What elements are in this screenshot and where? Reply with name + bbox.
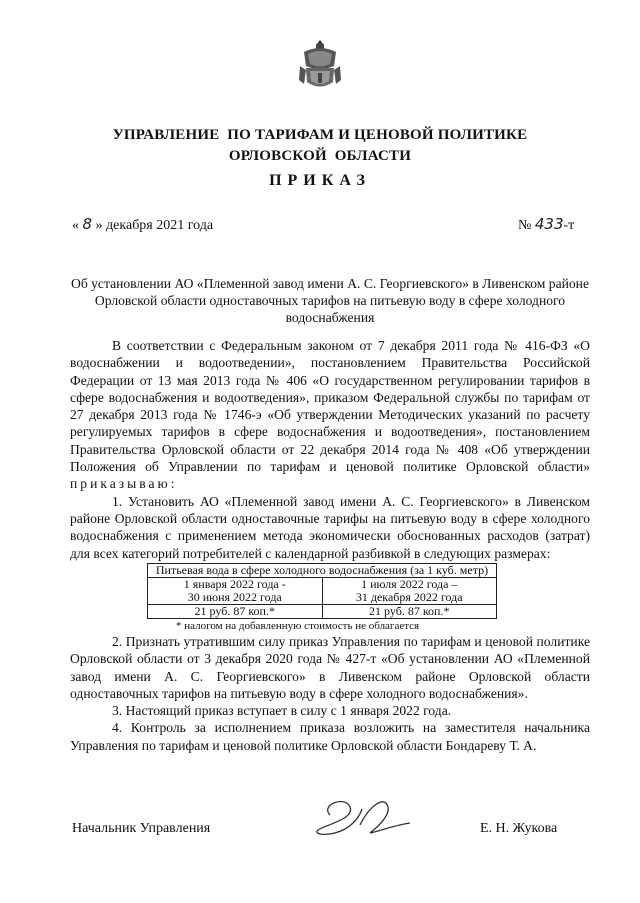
organization-name — [0, 125, 640, 167]
item-3: 3. Настоящий приказ вступает в силу с 1 января 2022 года. — [112, 703, 452, 719]
signatory-title: Начальник Управления — [72, 821, 211, 836]
preamble-paragraph — [70, 337, 590, 493]
number-suffix: -т — [563, 218, 575, 233]
item-2: 2. Признать утратившим силу приказ Управления по тарифам и ценовой политике Орловской области от 3 декабря 2020 года № 427-т «Об установлении АО «Племенной завод имени А. С. Георгиевского» в Ливенском районе Орловской области одноставочных тарифов на питьевую воду в сфере холодного водоснабжения». — [70, 634, 590, 701]
tariff-table — [147, 563, 497, 619]
document-number — [518, 215, 574, 234]
signatory-name: Е. Н. Жукова — [480, 821, 558, 836]
table-header: Питьевая вода в сфере холодного водоснабжения (за 1 куб. метр) — [148, 564, 497, 578]
date-day-handwritten: 8 — [82, 215, 93, 233]
table-price-2: 21 руб. 87 коп.* — [322, 605, 497, 619]
item-1: 1. Установить АО «Племенной завод имени А. С. Георгиевского» в Ливенском районе Орловской области одноставочные тарифы на питьевую воду в сфере холодного водоснабжения с применением метода экономически обоснованных расходов (затрат) для всех категорий потребителей с календарной разбивкой в следующих размерах: — [70, 493, 590, 561]
tariff-footnote: * налогом на добавленную стоимость не облагается — [176, 620, 420, 632]
table-period-1: 1 января 2022 года - 30 июня 2022 года — [148, 578, 323, 605]
org-line-2: ОРЛОВСКОЙ ОБЛАСТИ — [228, 148, 412, 164]
date-rest: » декабря 2021 года — [95, 218, 214, 233]
number-prefix: № — [518, 218, 532, 233]
prikazyvayu-word: приказываю: — [70, 476, 178, 492]
items-block — [70, 633, 590, 754]
item-4: 4. Контроль за исполнением приказа возложить на заместителя начальника Управления по тарифам и ценовой политике Орловской области Бондареву Т. А. — [70, 720, 590, 753]
preamble-block — [70, 337, 590, 562]
handwritten-signature-icon — [300, 785, 420, 845]
date-open-quote: « — [72, 218, 79, 233]
document-subject: Об установлении АО «Племенной завод имени А. С. Георгиевского» в Ливенском районе Орловской области одноставочных тарифов на питьевую воду в сфере холодного водоснабжения — [71, 276, 589, 325]
table-price-1: 21 руб. 87 коп.* — [148, 605, 323, 619]
table-period-2: 1 июля 2022 года – 31 декабря 2022 года — [322, 578, 497, 605]
document-date — [72, 215, 213, 234]
preamble-text: В соответствии с Федеральным законом от 7 декабря 2011 года № 416-ФЗ «О водоснабжении и водоотведении», постановлением Правительства Российской Федерации от 13 мая 2013 года № 406 «О государственном регулировании тарифов в сфере водоснабжения и водоотведения», приказом Федеральной службы по тарифам от 27 декабря 2013 года № 1746-э «Об утверждении Методических указаний по расчету регулируемых тарифов в сфере водоснабжения и водоотведения», постановлением Правительства Орловской области от 22 декабря 2014 года № 408 «Об утверждении Положения об Управлении по тарифам и ценовой политике Орловской области» — [70, 338, 590, 475]
number-handwritten: 433 — [534, 215, 564, 233]
coat-of-arms-icon — [296, 36, 344, 92]
document-type: ПРИКАЗ — [269, 172, 371, 189]
org-line-1: УПРАВЛЕНИЕ ПО ТАРИФАМ И ЦЕНОВОЙ ПОЛИТИКЕ — [112, 127, 528, 143]
